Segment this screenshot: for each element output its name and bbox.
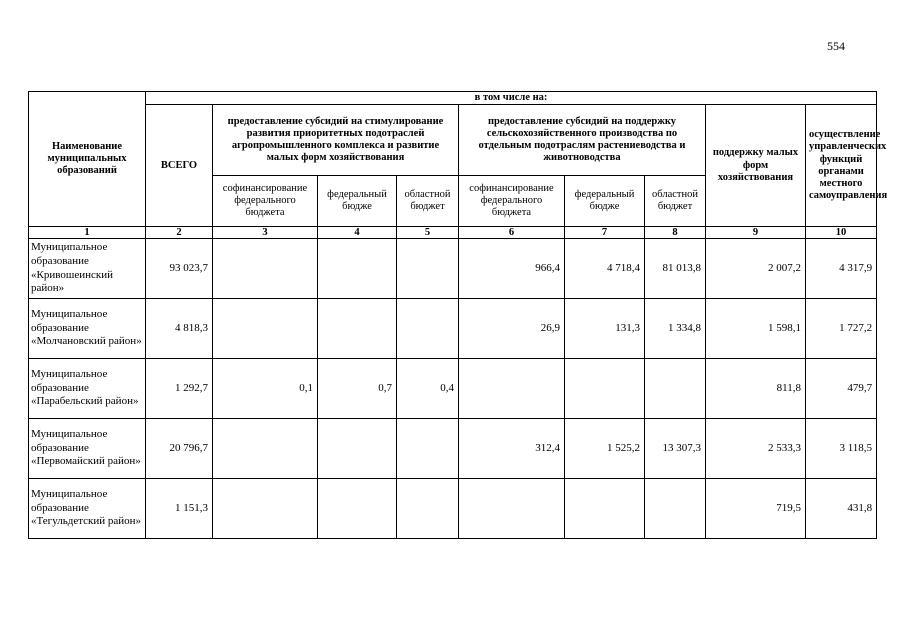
cell-federal-b: 131,3 bbox=[565, 299, 645, 359]
cell-regional-a bbox=[397, 419, 459, 479]
cell-management: 4 317,9 bbox=[806, 239, 877, 299]
column-number: 6 bbox=[459, 227, 565, 239]
column-number: 9 bbox=[706, 227, 806, 239]
header-cofinancing-b: софинансирование федерального бюджета bbox=[459, 176, 565, 227]
header-management-functions: осуществление управленческих функций органами местного самоуправления bbox=[806, 105, 877, 227]
cell-regional-b bbox=[645, 359, 706, 419]
header-total: ВСЕГО bbox=[146, 105, 213, 227]
header-federal-a: федеральный бюдже bbox=[318, 176, 397, 227]
header-federal-b: федеральный бюдже bbox=[565, 176, 645, 227]
header-cofinancing-a: софинансирование федерального бюджета bbox=[213, 176, 318, 227]
municipality-name: Муниципальное образование «Кривошеинский район» bbox=[29, 239, 146, 299]
cell-regional-b: 81 013,8 bbox=[645, 239, 706, 299]
cell-total: 93 023,7 bbox=[146, 239, 213, 299]
municipality-name: Муниципальное образование «Парабельский район» bbox=[29, 359, 146, 419]
header-municipality-name: Наименование муниципальных образований bbox=[29, 92, 146, 227]
cell-total: 4 818,3 bbox=[146, 299, 213, 359]
column-number: 8 bbox=[645, 227, 706, 239]
table-row bbox=[29, 359, 877, 419]
municipality-name: Муниципальное образование «Молчановский район» bbox=[29, 299, 146, 359]
cell-federal-b: 1 525,2 bbox=[565, 419, 645, 479]
table-row bbox=[29, 299, 877, 359]
cell-federal-a bbox=[318, 479, 397, 539]
cell-federal-b bbox=[565, 359, 645, 419]
column-number: 1 bbox=[29, 227, 146, 239]
cell-federal-b: 4 718,4 bbox=[565, 239, 645, 299]
column-number: 2 bbox=[146, 227, 213, 239]
cell-management: 479,7 bbox=[806, 359, 877, 419]
cell-cofinancing-a bbox=[213, 419, 318, 479]
column-number-row bbox=[29, 227, 877, 239]
column-number: 7 bbox=[565, 227, 645, 239]
cell-small-farms: 1 598,1 bbox=[706, 299, 806, 359]
municipality-name: Муниципальное образование «Тегульдетский район» bbox=[29, 479, 146, 539]
column-number: 5 bbox=[397, 227, 459, 239]
cell-federal-a bbox=[318, 239, 397, 299]
header-regional-b: областной бюджет bbox=[645, 176, 706, 227]
cell-federal-b bbox=[565, 479, 645, 539]
table-row bbox=[29, 239, 877, 299]
cell-regional-a bbox=[397, 299, 459, 359]
header-group-production-subsidies: предоставление субсидий на поддержку сельскохозяйственного производства по отдельным подотраслям растениеводства и животноводства bbox=[459, 105, 706, 176]
cell-federal-a bbox=[318, 419, 397, 479]
page-number: 554 bbox=[827, 39, 845, 53]
cell-small-farms: 2 533,3 bbox=[706, 419, 806, 479]
cell-management: 431,8 bbox=[806, 479, 877, 539]
header-regional-a: областной бюджет bbox=[397, 176, 459, 227]
cell-regional-b: 1 334,8 bbox=[645, 299, 706, 359]
column-number: 10 bbox=[806, 227, 877, 239]
cell-small-farms: 2 007,2 bbox=[706, 239, 806, 299]
cell-total: 1 292,7 bbox=[146, 359, 213, 419]
cell-management: 1 727,2 bbox=[806, 299, 877, 359]
column-number: 4 bbox=[318, 227, 397, 239]
table-row bbox=[29, 419, 877, 479]
cell-federal-a: 0,7 bbox=[318, 359, 397, 419]
table-row bbox=[29, 479, 877, 539]
cell-cofinancing-b: 26,9 bbox=[459, 299, 565, 359]
header-small-farms: поддержку малых форм хозяйствования bbox=[706, 105, 806, 227]
header-group-agro-subsidies: предоставление субсидий на стимулирование развития приоритетных подотраслей агропромышленного комплекса и развитие малых форм хозяйствования bbox=[213, 105, 459, 176]
cell-regional-b: 13 307,3 bbox=[645, 419, 706, 479]
cell-cofinancing-a: 0,1 bbox=[213, 359, 318, 419]
cell-regional-a bbox=[397, 479, 459, 539]
subsidy-table bbox=[28, 91, 888, 539]
cell-cofinancing-b: 312,4 bbox=[459, 419, 565, 479]
cell-federal-a bbox=[318, 299, 397, 359]
cell-small-farms: 811,8 bbox=[706, 359, 806, 419]
cell-cofinancing-a bbox=[213, 239, 318, 299]
cell-cofinancing-a bbox=[213, 299, 318, 359]
cell-cofinancing-b: 966,4 bbox=[459, 239, 565, 299]
municipality-name: Муниципальное образование «Первомайский район» bbox=[29, 419, 146, 479]
cell-small-farms: 719,5 bbox=[706, 479, 806, 539]
cell-regional-a: 0,4 bbox=[397, 359, 459, 419]
cell-cofinancing-b bbox=[459, 479, 565, 539]
header-including: в том числе на: bbox=[146, 92, 877, 105]
cell-regional-b bbox=[645, 479, 706, 539]
cell-cofinancing-b bbox=[459, 359, 565, 419]
cell-management: 3 118,5 bbox=[806, 419, 877, 479]
cell-cofinancing-a bbox=[213, 479, 318, 539]
cell-total: 1 151,3 bbox=[146, 479, 213, 539]
column-number: 3 bbox=[213, 227, 318, 239]
cell-regional-a bbox=[397, 239, 459, 299]
cell-total: 20 796,7 bbox=[146, 419, 213, 479]
